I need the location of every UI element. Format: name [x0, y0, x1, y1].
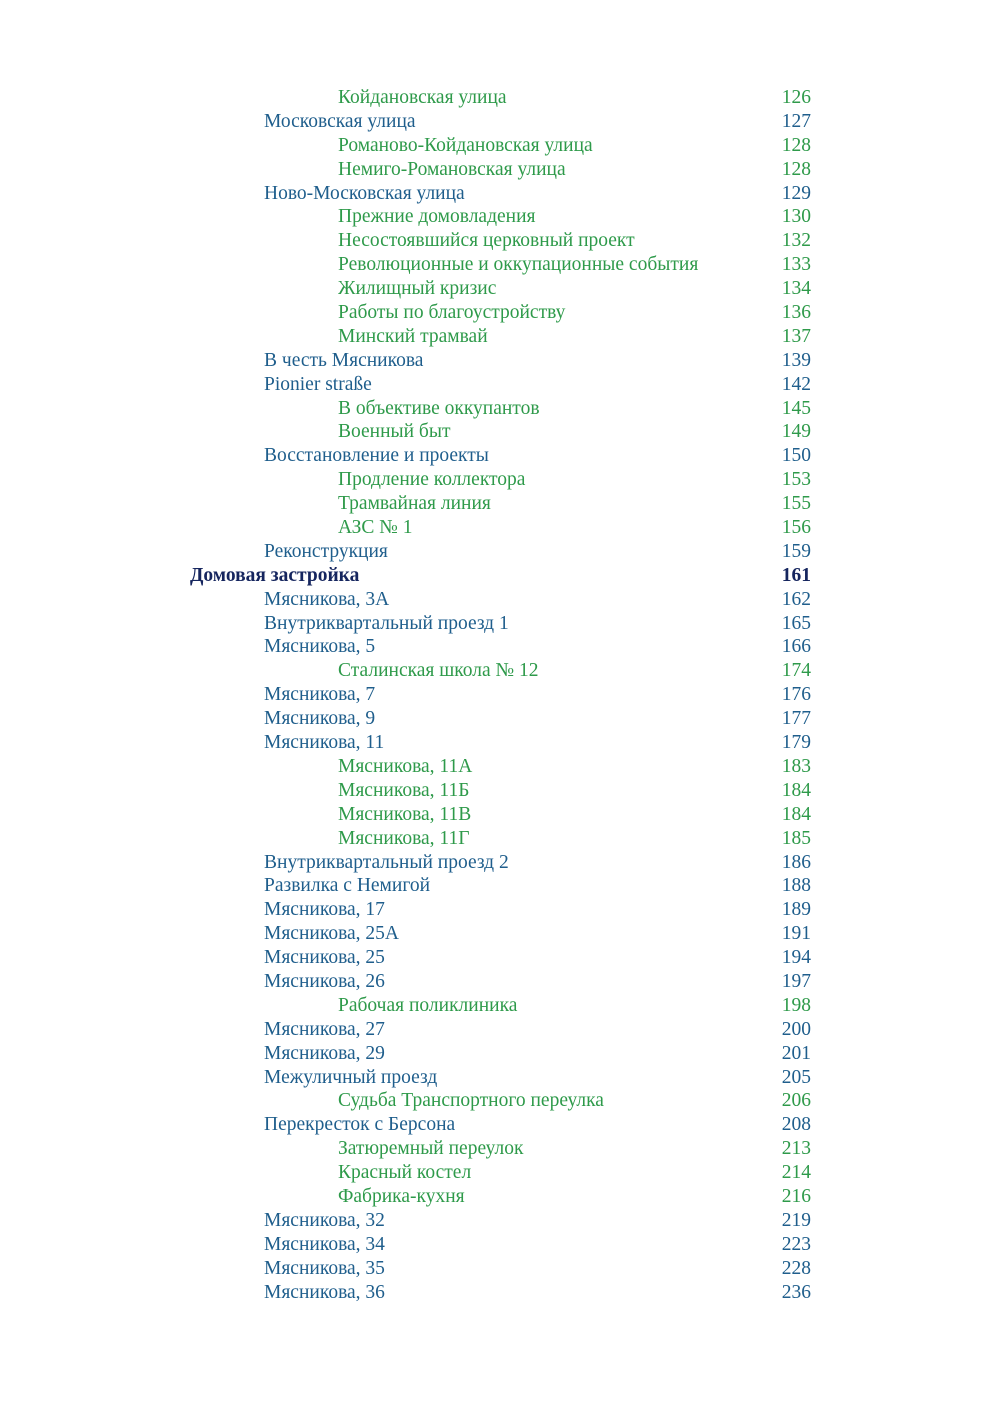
table-of-contents	[0, 86, 1000, 1304]
toc-entry-title: Мясникова, 17	[264, 899, 385, 921]
toc-entry	[0, 516, 1000, 540]
toc-entry-page-number: 133	[781, 254, 811, 276]
toc-entry	[0, 851, 1000, 875]
toc-entry-title: Мясникова, 7	[264, 684, 376, 706]
toc-entry-page-number: 153	[781, 469, 811, 491]
toc-entry	[0, 874, 1000, 898]
toc-entry	[0, 134, 1000, 158]
toc-entry	[0, 492, 1000, 516]
toc-entry	[0, 1161, 1000, 1185]
toc-entry-page-number: 174	[781, 660, 811, 682]
toc-entry-page-number: 155	[781, 493, 811, 515]
toc-entry-title: Мясникова, 35	[264, 1257, 385, 1279]
toc-entry-title: Мясникова, 34	[264, 1233, 385, 1255]
toc-entry	[0, 444, 1000, 468]
toc-entry-title: Мясникова, 25	[264, 947, 385, 969]
toc-entry-page-number: 139	[781, 349, 811, 371]
toc-entry	[0, 397, 1000, 421]
toc-entry-title: Военный быт	[338, 421, 451, 443]
toc-entry	[0, 994, 1000, 1018]
toc-entry-title: Фабрика-кухня	[338, 1185, 465, 1207]
toc-entry-page-number: 142	[781, 373, 811, 395]
toc-entry-title: Домовая застройка	[190, 564, 360, 586]
toc-entry-page-number: 162	[781, 588, 811, 610]
toc-entry	[0, 1089, 1000, 1113]
toc-entry-title: Развилка с Немигой	[264, 875, 431, 897]
toc-entry-title: Затюремный переулок	[338, 1138, 524, 1160]
toc-entry-title: Мясникова, 25А	[264, 923, 400, 945]
toc-entry	[0, 86, 1000, 110]
toc-entry-page-number: 134	[781, 278, 811, 300]
toc-entry-title: Прежние домовладения	[338, 206, 536, 228]
toc-entry	[0, 158, 1000, 182]
toc-entry-page-number: 223	[781, 1233, 811, 1255]
toc-entry-page-number: 228	[781, 1257, 811, 1279]
toc-entry-title: Внутриквартальный проезд 1	[264, 612, 509, 634]
toc-entry	[0, 301, 1000, 325]
toc-entry-page-number: 216	[781, 1185, 811, 1207]
toc-entry-title: Мясникова, 27	[264, 1018, 385, 1040]
toc-entry-page-number: 161	[781, 564, 811, 586]
toc-entry-title: Мясникова, 11	[264, 732, 385, 754]
toc-entry-page-number: 219	[781, 1209, 811, 1231]
toc-entry-page-number: 205	[781, 1066, 811, 1088]
toc-entry	[0, 182, 1000, 206]
toc-entry-page-number: 176	[781, 684, 811, 706]
toc-entry-title: Немиго-Романовская улица	[338, 158, 566, 180]
toc-entry-page-number: 185	[781, 827, 811, 849]
toc-entry	[0, 1113, 1000, 1137]
toc-entry	[0, 707, 1000, 731]
toc-entry-page-number: 208	[781, 1114, 811, 1136]
toc-entry-page-number: 130	[781, 206, 811, 228]
toc-entry-page-number: 206	[781, 1090, 811, 1112]
toc-entry	[0, 1257, 1000, 1281]
toc-entry-page-number: 201	[781, 1042, 811, 1064]
toc-entry-title: Мясникова, 36	[264, 1281, 385, 1303]
toc-entry-page-number: 166	[781, 636, 811, 658]
toc-entry-title: Мясникова, 3А	[264, 588, 390, 610]
toc-entry	[0, 1137, 1000, 1161]
toc-entry-title: Внутриквартальный проезд 2	[264, 851, 509, 873]
toc-entry-page-number: 150	[781, 445, 811, 467]
toc-entry	[0, 922, 1000, 946]
toc-entry-page-number: 200	[781, 1018, 811, 1040]
toc-entry-title: Романово-Койдановская улица	[338, 134, 593, 156]
toc-entry-title: Работы по благоустройству	[338, 302, 566, 324]
toc-entry	[0, 349, 1000, 373]
toc-entry	[0, 1233, 1000, 1257]
toc-entry-title: Межуличный проезд	[264, 1066, 438, 1088]
toc-entry	[0, 898, 1000, 922]
toc-entry-page-number: 149	[781, 421, 811, 443]
toc-entry	[0, 635, 1000, 659]
toc-entry	[0, 612, 1000, 636]
toc-entry-page-number: 191	[781, 923, 811, 945]
toc-entry-title: Минский трамвай	[338, 325, 488, 347]
toc-entry-title: Мясникова, 32	[264, 1209, 385, 1231]
toc-entry-title: Мясникова, 9	[264, 708, 376, 730]
toc-entry-page-number: 177	[781, 708, 811, 730]
toc-entry	[0, 588, 1000, 612]
toc-entry-page-number: 179	[781, 732, 811, 754]
toc-entry-page-number: 213	[781, 1138, 811, 1160]
toc-entry-page-number: 183	[781, 755, 811, 777]
toc-entry-page-number: 145	[781, 397, 811, 419]
toc-entry-page-number: 128	[781, 158, 811, 180]
toc-entry	[0, 1066, 1000, 1090]
toc-entry	[0, 205, 1000, 229]
toc-entry-title: Продление коллектора	[338, 469, 526, 491]
toc-entry	[0, 683, 1000, 707]
toc-entry	[0, 1185, 1000, 1209]
toc-entry-page-number: 194	[781, 947, 811, 969]
toc-entry	[0, 229, 1000, 253]
toc-entry	[0, 1281, 1000, 1305]
toc-entry	[0, 420, 1000, 444]
toc-entry-title: Сталинская школа № 12	[338, 660, 539, 682]
toc-entry-title: Мясникова, 11В	[338, 803, 472, 825]
toc-entry	[0, 659, 1000, 683]
toc-entry	[0, 779, 1000, 803]
toc-entry-title: Перекресток с Берсона	[264, 1114, 456, 1136]
toc-entry-title: Реконструкция	[264, 540, 388, 562]
toc-entry-page-number: 128	[781, 134, 811, 156]
toc-entry-page-number: 156	[781, 517, 811, 539]
toc-entry-page-number: 198	[781, 994, 811, 1016]
toc-entry-page-number: 186	[781, 851, 811, 873]
toc-entry-title: Жилищный кризис	[338, 278, 497, 300]
toc-entry-title: Мясникова, 26	[264, 970, 385, 992]
toc-entry-title: Мясникова, 11А	[338, 755, 473, 777]
toc-entry-title: Восстановление и проекты	[264, 445, 489, 467]
toc-entry	[0, 1042, 1000, 1066]
toc-entry	[0, 827, 1000, 851]
toc-entry-page-number: 137	[781, 325, 811, 347]
toc-entry	[0, 373, 1000, 397]
toc-entry	[0, 110, 1000, 134]
toc-entry-title: Мясникова, 5	[264, 636, 376, 658]
toc-entry	[0, 803, 1000, 827]
toc-entry-page-number: 214	[781, 1162, 811, 1184]
toc-entry	[0, 253, 1000, 277]
toc-entry	[0, 468, 1000, 492]
toc-entry-title: В честь Мясникова	[264, 349, 424, 371]
toc-entry-page-number: 132	[781, 230, 811, 252]
toc-entry	[0, 325, 1000, 349]
toc-entry	[0, 540, 1000, 564]
toc-entry-page-number: 188	[781, 875, 811, 897]
toc-entry-page-number: 165	[781, 612, 811, 634]
toc-entry	[0, 970, 1000, 994]
toc-entry-title: Революционные и оккупационные события	[338, 254, 699, 276]
toc-entry-page-number: 127	[781, 110, 811, 132]
toc-entry-page-number: 184	[781, 803, 811, 825]
toc-entry-title: Ново-Московская улица	[264, 182, 465, 204]
toc-entry	[0, 755, 1000, 779]
toc-entry-title: Мясникова, 29	[264, 1042, 385, 1064]
toc-entry	[0, 277, 1000, 301]
toc-entry-title: Рабочая поликлиника	[338, 994, 518, 1016]
toc-entry-title: Койдановская улица	[338, 87, 507, 108]
toc-entry-title: Судьба Транспортного переулка	[338, 1090, 604, 1112]
toc-entry-title: Pionier straße	[264, 373, 372, 395]
toc-entry-page-number: 184	[781, 779, 811, 801]
toc-entry-title: В объективе оккупантов	[338, 397, 540, 419]
toc-entry-page-number: 126	[781, 87, 811, 108]
toc-entry-title: Мясникова, 11Б	[338, 779, 470, 801]
toc-entry-page-number: 159	[781, 540, 811, 562]
toc-entry-page-number: 197	[781, 970, 811, 992]
toc-entry	[0, 731, 1000, 755]
toc-entry-page-number: 189	[781, 899, 811, 921]
toc-section-heading	[0, 564, 1000, 588]
toc-entry	[0, 946, 1000, 970]
toc-entry-title: Несостоявшийся церковный проект	[338, 230, 635, 252]
toc-entry-page-number: 129	[781, 182, 811, 204]
toc-entry-title: Красный костел	[338, 1162, 472, 1184]
toc-entry-page-number: 136	[781, 302, 811, 324]
toc-entry-title: Трамвайная линия	[338, 493, 491, 515]
toc-entry-title: Московская улица	[264, 110, 416, 132]
toc-entry	[0, 1209, 1000, 1233]
toc-entry-title: Мясникова, 11Г	[338, 827, 470, 849]
toc-entry	[0, 1018, 1000, 1042]
toc-entry-page-number: 236	[781, 1281, 811, 1303]
toc-entry-title: АЗС № 1	[338, 517, 413, 539]
